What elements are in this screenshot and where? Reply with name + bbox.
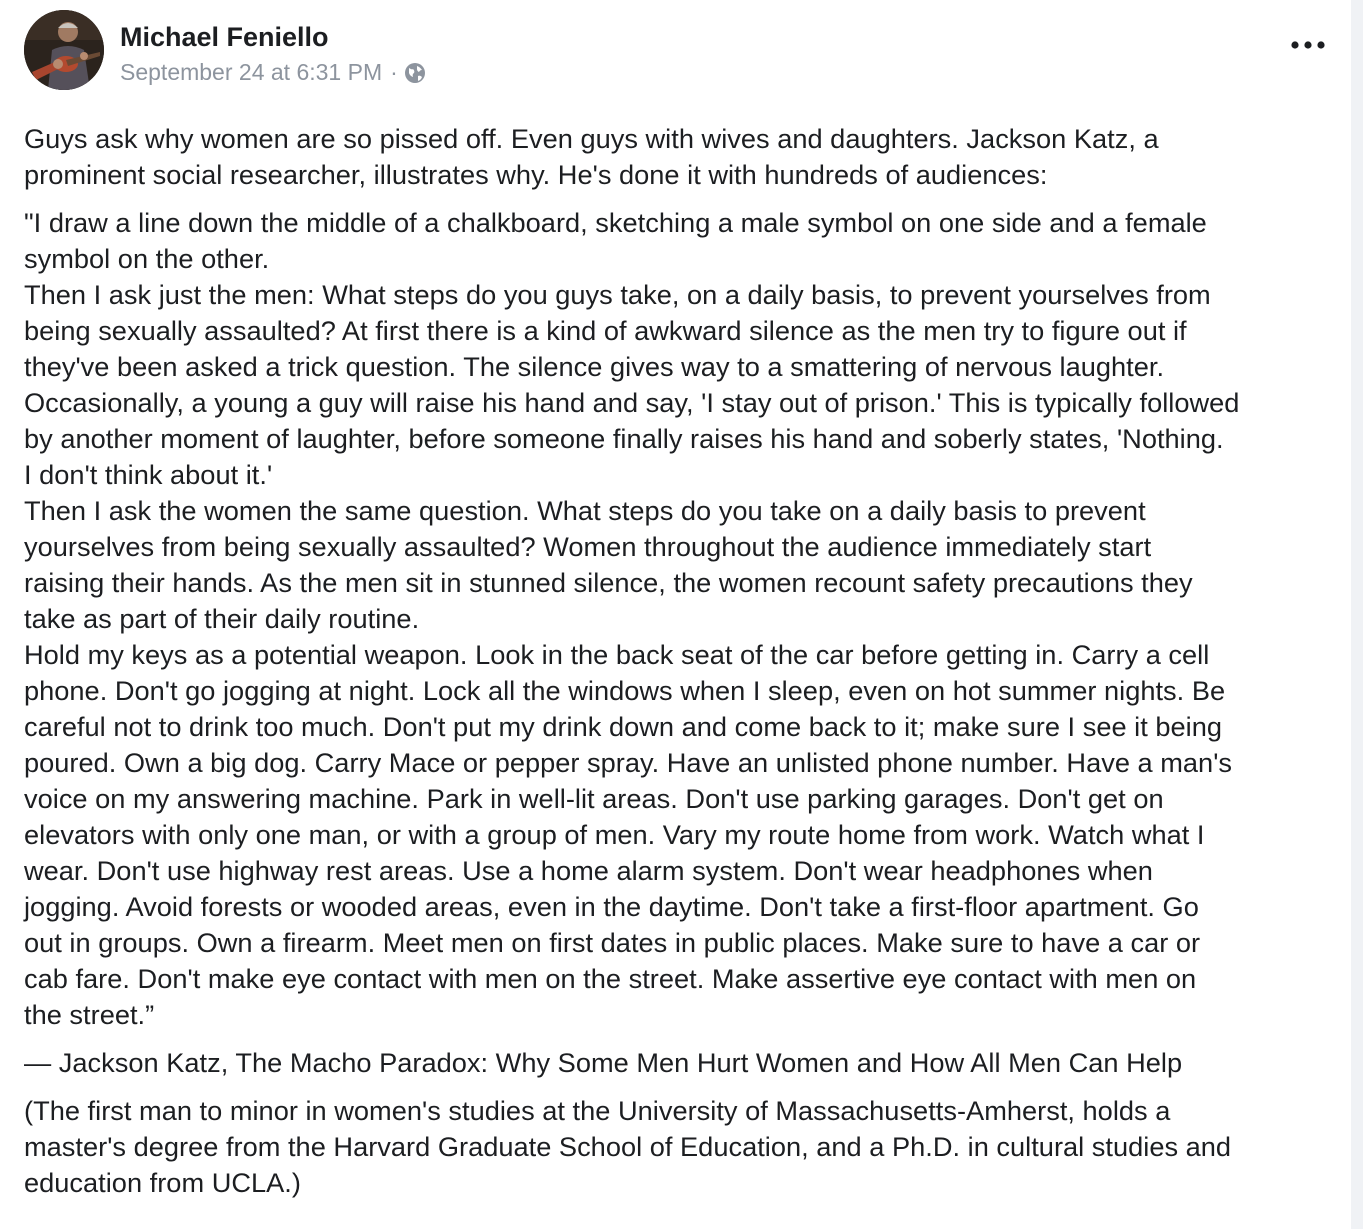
guitarist-avatar-icon [24,10,104,90]
globe-icon[interactable] [404,62,426,84]
post-attribution: ― Jackson Katz, The Macho Paradox: Why Some Men Hurt Women and How All Men Can Help [24,1047,1183,1078]
post-intro-paragraph: Guys ask why women are so pissed off. Even guys with wives and daughters. Jackson Katz, a prominent social researcher, illustrates why. He's done it with hundreds of audiences: [24,123,1159,190]
post-timestamp[interactable]: September 24 at 6:31 PM [120,59,383,85]
post-header [24,10,1324,92]
author-name[interactable]: Michael Feniello [120,22,329,52]
post-body [24,121,1334,1201]
author-avatar[interactable] [24,10,104,90]
post-credentials-paragraph: (The first man to minor in women's studies at the University of Massachusetts-Amherst, holds a master's degree from the Harvard Graduate School of Education, and a Ph.D. in cultural studies and education from UCLA.) [24,1095,1232,1198]
post-quote-paragraph: "I draw a line down the middle of a chalkboard, sketching a male symbol on one side and a female symbol on the other. Then I ask just the men: What steps do you guys take, on a daily basis, to prevent yourselves from being sexually assaulted? At first there is a kind of awkward silence as the men try to figure out if they've been asked a trick question. The silence gives way to a smattering of nervous laughter. Occasionally, a young a guy will raise his hand and say, 'I stay out of prison.' This is typically followed by another moment of laughter, before someone finally raises his hand and soberly states, 'Nothing. I don't think about it.' Then I ask the women the same question. What steps do you take on a daily basis to prevent yourselves from being sexually assaulted? Women throughout the audience immediately start raising their hands. As the men sit in stunned silence, the women recount safety precautions they take as part of their daily routine. Hold my keys as a potential weapon. Look in the back seat of the car before getting in. Carry a cell phone. Don't go jogging at night. Lock all the windows when I sleep, even on hot summer nights. Be careful not to drink too much. Don't put my drink down and come back to it; make sure I see it being poured. Own a big dog. Carry Mace or pepper spray. Have an unlisted phone number. Have a man's voice on my answering machine. Park in well-lit areas. Don't use parking garages. Don't get on elevators with only one man, or with a group of men. Vary my route home from work. Watch what I wear. Don't use highway rest areas. Use a home alarm system. Don't wear headphones when jogging. Avoid forests or wooded areas, even in the daytime. Don't take a first-floor apartment. Go out in groups. Own a firearm. Meet men on first dates in public places. Make sure to have a car or cab fare. Don't make eye contact with men on the street. Make assertive eye contact with men on the street.” [24,207,1240,1030]
more-options-button[interactable] [1290,36,1326,54]
meta-separator: · [390,59,398,85]
post-meta [120,59,426,86]
more-horizontal-icon [1290,36,1326,54]
page-background-edge [1351,0,1363,1229]
